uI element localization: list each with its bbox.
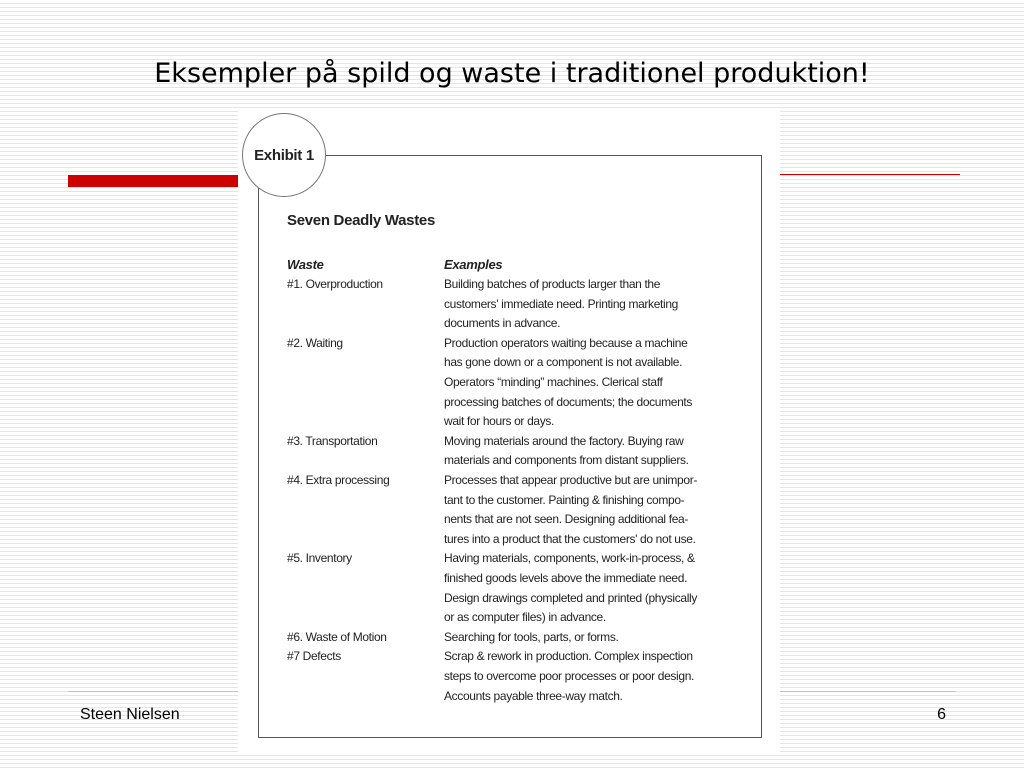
waste-name: #7 Defects [287,649,341,664]
accent-bar [68,175,244,187]
example-line: has gone down or a component is not available. [444,355,683,370]
page-number: 6 [937,706,946,723]
waste-examples [444,647,694,706]
example-line: Building batches of products larger than the [444,277,661,291]
slide-title: Eksempler på spild og waste i traditionel produktion! [154,58,870,89]
example-line: Production operators waiting because a machine [444,335,688,350]
waste-examples [444,628,618,648]
waste-name: #6. Waste of Motion [287,629,387,644]
example-line: Design drawings completed and printed (physically [444,590,697,605]
column-header-examples: Examples [444,257,503,272]
waste-name: #2. Waiting [287,335,343,350]
example-line: or as computer files) in advance. [444,610,606,625]
example-line: tures into a product that the customers' do not use. [444,531,696,546]
footer-author: Steen Nielsen [80,706,180,723]
waste-name: #5. Inventory [287,551,352,566]
example-line: Scrap & rework in production. Complex inspection [444,649,693,664]
exhibit-label: Exhibit 1 [242,113,326,197]
waste-examples [444,432,689,471]
example-line: finished goods levels above the immediate need. [444,570,688,585]
column-header-waste: Waste [287,257,324,272]
waste-examples [444,471,697,549]
example-line: documents in advance. [444,316,561,331]
accent-line [778,174,960,175]
exhibit-heading: Seven Deadly Wastes [287,212,435,229]
example-line: Operators “minding” machines. Clerical staff [444,374,663,389]
exhibit-image [238,111,780,752]
example-line: Moving materials around the factory. Buying raw [444,433,684,448]
example-line: materials and components from distant suppliers. [444,453,689,468]
example-line: customers' immediate need. Printing marketing [444,296,678,311]
waste-examples [444,275,678,334]
waste-name: #3. Transportation [287,433,378,448]
waste-name: #4. Extra processing [287,473,390,487]
example-line: Accounts payable three-way match. [444,688,623,703]
waste-name: #1. Overproduction [287,277,383,291]
example-line: tant to the customer. Painting & finishing compo- [444,492,685,507]
example-line: processing batches of documents; the documents [444,394,693,409]
example-line: steps to overcome poor processes or poor design. [444,668,695,683]
example-line: Searching for tools, parts, or forms. [444,629,619,644]
waste-examples [444,334,692,432]
waste-examples [444,549,697,627]
example-line: wait for hours or days. [444,414,554,429]
example-line: nents that are not seen. Designing additional fea- [444,512,689,527]
example-line: Processes that appear productive but are unimpor- [444,473,697,487]
example-line: Having materials, components, work-in-process, & [444,551,695,566]
